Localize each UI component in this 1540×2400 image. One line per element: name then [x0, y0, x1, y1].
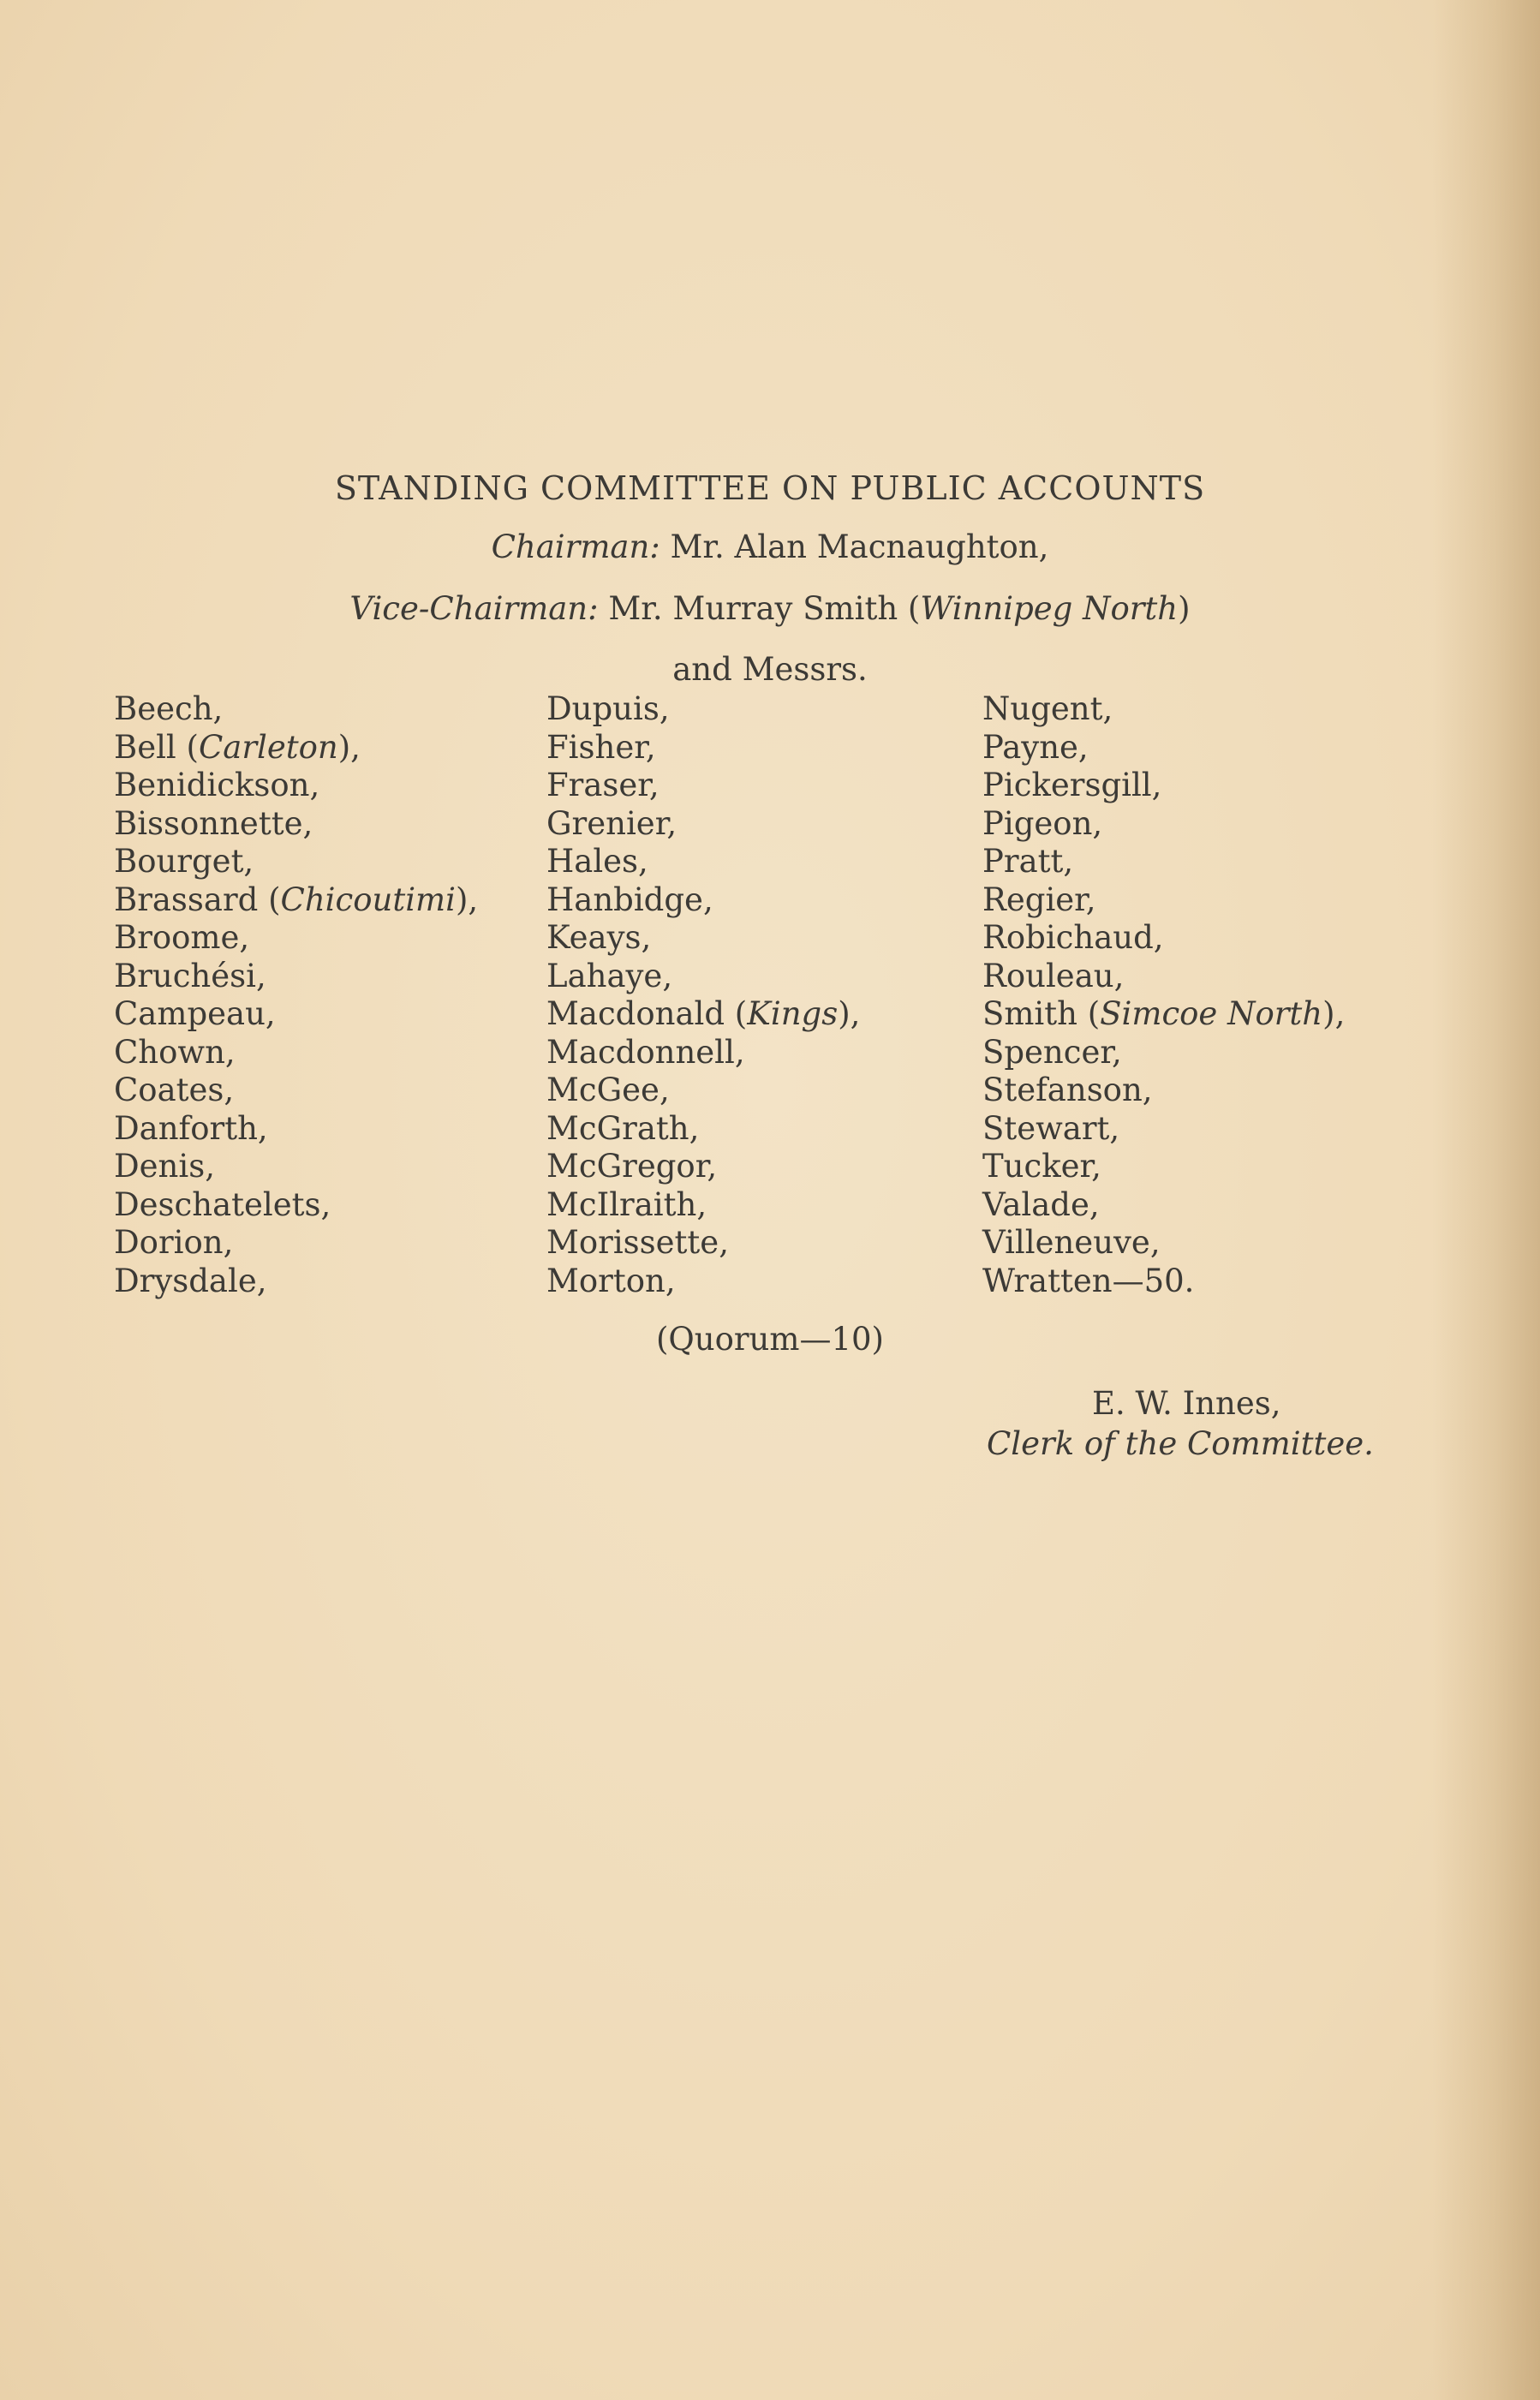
vice-chairman-label: Vice-Chairman:	[349, 590, 599, 627]
member-name: Smith (	[982, 995, 1101, 1032]
member-name: Pratt,	[982, 843, 1074, 880]
member-entry	[546, 1263, 860, 1301]
member-name: Campeau,	[114, 995, 276, 1032]
member-name: Hales,	[546, 843, 648, 880]
member-entry	[546, 729, 860, 767]
member-name: Drysdale,	[114, 1262, 267, 1299]
member-name: Pigeon,	[982, 804, 1103, 842]
member-name: Macdonnell,	[546, 1033, 745, 1071]
member-riding: Simcoe North	[1100, 995, 1323, 1032]
member-name: Dupuis,	[546, 690, 670, 727]
member-riding: Carleton	[198, 728, 338, 766]
member-entry	[546, 919, 860, 958]
member-entry	[546, 690, 860, 729]
member-entry	[982, 995, 1345, 1034]
member-name: McIlraith,	[546, 1185, 707, 1223]
member-entry	[982, 1110, 1345, 1149]
member-entry	[114, 1186, 478, 1225]
member-name: Dorion,	[114, 1224, 234, 1261]
member-entry	[982, 1034, 1345, 1072]
member-name: Fisher,	[546, 728, 656, 766]
member-name: McGee,	[546, 1072, 670, 1108]
vice-chairman-close: )	[1178, 590, 1191, 627]
member-suffix: ),	[455, 881, 479, 918]
member-entry	[546, 1034, 860, 1072]
vice-chairman-line	[0, 590, 1540, 627]
member-entry	[546, 995, 860, 1034]
member-name: Bourget,	[114, 843, 254, 880]
member-entry	[982, 843, 1345, 881]
member-entry	[546, 1224, 860, 1263]
chairman-line	[0, 528, 1540, 565]
member-name: Macdonald (	[546, 995, 748, 1032]
member-suffix: ),	[838, 995, 861, 1032]
member-name: Rouleau,	[982, 957, 1125, 994]
member-entry	[982, 690, 1345, 729]
member-entry	[114, 1224, 478, 1263]
member-name: Pickersgill,	[982, 767, 1162, 803]
member-entry	[114, 1263, 478, 1301]
vice-chairman-name: Mr. Murray Smith (	[598, 590, 921, 627]
member-name: Danforth,	[114, 1109, 268, 1147]
member-column-3	[982, 690, 1345, 1300]
vice-chairman-riding: Winnipeg North	[920, 590, 1179, 627]
member-entry	[546, 805, 860, 844]
member-name: McGregor,	[546, 1148, 718, 1185]
member-name: Denis,	[114, 1148, 215, 1185]
member-entry	[114, 805, 478, 844]
member-entry	[982, 805, 1345, 844]
member-entry	[546, 843, 860, 881]
clerk-title: Clerk of the Committee.	[987, 1425, 1374, 1462]
member-entry	[546, 1186, 860, 1225]
member-entry	[114, 1034, 478, 1072]
chairman-label: Chairman:	[491, 528, 660, 565]
member-name: Robichaud,	[982, 919, 1164, 956]
member-suffix: ),	[1322, 995, 1346, 1032]
member-name: Nugent,	[982, 690, 1113, 727]
member-entry	[114, 995, 478, 1034]
member-entry	[114, 1148, 478, 1186]
member-name: Bruchési,	[114, 957, 266, 994]
member-name: Wratten—50.	[982, 1262, 1195, 1299]
member-name: Valade,	[982, 1185, 1100, 1223]
member-entry	[546, 1148, 860, 1186]
quorum-note: (Quorum—10)	[656, 1321, 884, 1358]
member-name: Grenier,	[546, 804, 677, 842]
member-name: Stefanson,	[982, 1072, 1153, 1108]
member-name: Stewart,	[982, 1109, 1120, 1147]
member-name: Hanbidge,	[546, 881, 713, 918]
member-name: Deschatelets,	[114, 1185, 331, 1223]
member-column-2	[546, 690, 860, 1300]
member-entry	[546, 1072, 860, 1110]
member-name: Keays,	[546, 919, 652, 956]
member-entry	[546, 767, 860, 805]
member-name: Payne,	[982, 728, 1089, 766]
member-entry	[982, 919, 1345, 958]
member-name: Coates,	[114, 1072, 235, 1108]
member-entry	[114, 1072, 478, 1110]
member-name: Morissette,	[546, 1224, 729, 1261]
member-name: Morton,	[546, 1262, 676, 1299]
member-entry	[982, 767, 1345, 805]
member-entry	[982, 729, 1345, 767]
member-entry	[982, 958, 1345, 996]
member-entry	[982, 1072, 1345, 1110]
member-name: Tucker,	[982, 1148, 1101, 1185]
member-entry	[982, 1224, 1345, 1263]
member-entry	[546, 1110, 860, 1149]
member-name: Fraser,	[546, 767, 660, 803]
member-name: Lahaye,	[546, 957, 673, 994]
member-name: McGrath,	[546, 1109, 700, 1147]
member-name: Villeneuve,	[982, 1224, 1161, 1261]
member-entry	[114, 1110, 478, 1149]
member-entry	[982, 1263, 1345, 1301]
committee-title: STANDING COMMITTEE ON PUBLIC ACCOUNTS	[334, 469, 1206, 507]
and-messrs: and Messrs.	[672, 651, 868, 688]
member-riding: Chicoutimi	[280, 881, 456, 918]
chairman-name: Mr. Alan Macnaughton,	[660, 528, 1049, 565]
member-entry	[114, 690, 478, 729]
member-entry	[114, 767, 478, 805]
member-entry	[114, 919, 478, 958]
member-entry	[982, 1148, 1345, 1186]
member-entry	[114, 729, 478, 767]
member-entry	[114, 958, 478, 996]
member-column-1	[114, 690, 478, 1300]
member-entry	[114, 881, 478, 920]
member-entry	[546, 881, 860, 920]
member-name: Chown,	[114, 1033, 236, 1071]
member-name: Benidickson,	[114, 767, 320, 803]
clerk-name: E. W. Innes,	[1092, 1385, 1281, 1422]
member-name: Broome,	[114, 919, 250, 956]
member-suffix: ),	[337, 728, 361, 766]
member-name: Bissonnette,	[114, 804, 313, 842]
member-entry	[982, 1186, 1345, 1225]
member-name: Regier,	[982, 881, 1096, 918]
member-name: Bell (	[114, 728, 199, 766]
member-entry	[546, 958, 860, 996]
member-entry	[982, 881, 1345, 920]
member-entry	[114, 843, 478, 881]
member-name: Brassard (	[114, 881, 281, 918]
member-riding: Kings	[747, 995, 839, 1032]
member-name: Spencer,	[982, 1033, 1122, 1071]
member-name: Beech,	[114, 690, 224, 727]
